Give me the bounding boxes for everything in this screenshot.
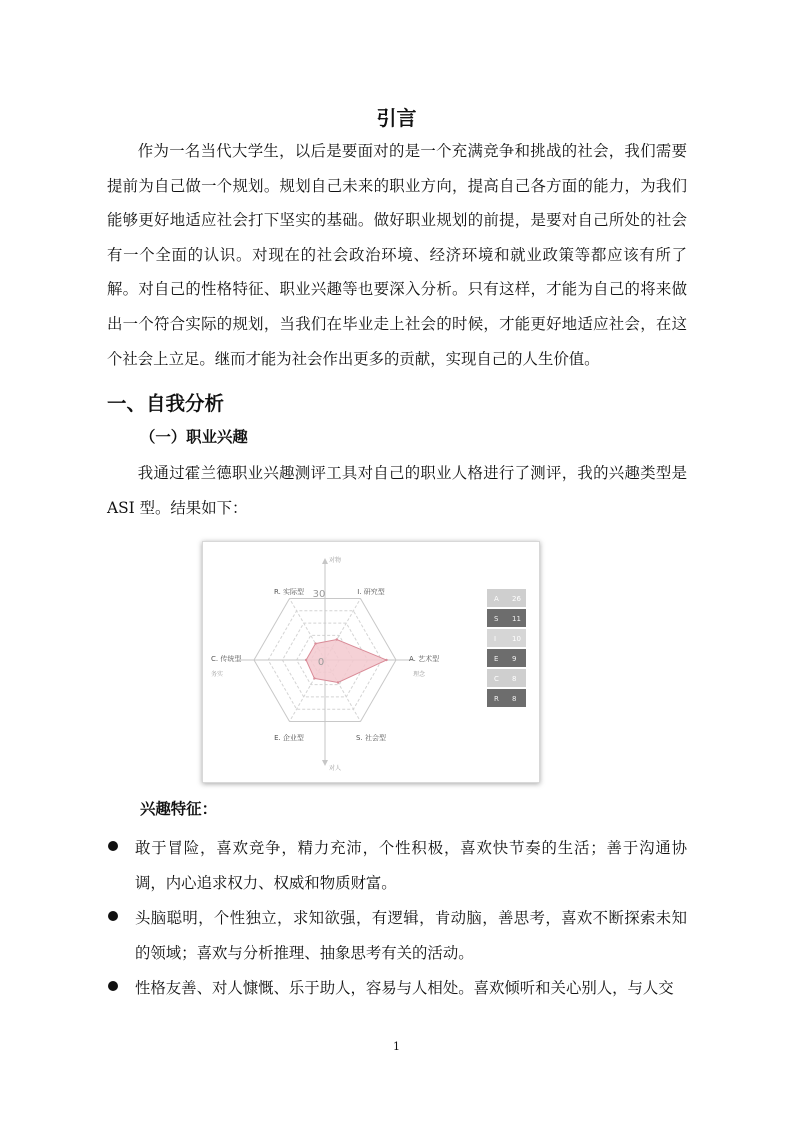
page-title: 引言 xyxy=(376,106,417,130)
list-item xyxy=(107,971,687,1006)
legend-code: S xyxy=(494,615,499,623)
legend-code: E xyxy=(494,655,499,663)
legend-box-C xyxy=(487,669,526,687)
bullet-icon xyxy=(108,841,118,851)
legend-box-E xyxy=(487,649,526,667)
category-label: I. 研究型 xyxy=(357,588,385,596)
category-label: E. 企业型 xyxy=(274,734,304,742)
list-item-text: 性格友善、对人慷慨、乐于助人，容易与人相处。喜欢倾听和关心别人，与人交 xyxy=(135,979,674,998)
list-item-text: 头脑聪明，个性独立，求知欲强，有逻辑，肯动脑，善思考，喜欢不断探索未知的领域；喜欢与分析推理、抽象思考有关的活动。 xyxy=(135,909,687,962)
legend-box-R xyxy=(487,689,526,707)
axis-label-left: 务实 xyxy=(211,671,224,678)
features-heading: 兴趣特征： xyxy=(140,800,217,818)
legend-value: 26 xyxy=(512,595,521,603)
legend-code: C xyxy=(494,675,499,683)
category-label: C. 传统型 xyxy=(211,655,242,663)
legend-code: A xyxy=(494,595,499,603)
list-item xyxy=(107,901,687,970)
intro-text: 作为一名当代大学生，以后是要面对的是一个充满竞争和挑战的社会，我们需要提前为自己做一个规划。规划自己未来的职业方向，提高自己各方面的能力，为我们能够更好地适应社会打下坚实的基础。做好职业规划的前提，是要对自己所处的社会有一个全面的认识。对现在的社会政治环境、经济环境和就业政策等都应该有所了解。对自己的性格特征、职业兴趣等也要深入分析。只有这样，才能为自己的将来做出一个符合实际的规划，当我们在毕业走上社会的时候，才能更好地适应社会，在这个社会上立足。继而才能为社会作出更多的贡献，实现自己的人生价值。 xyxy=(107,142,687,368)
legend-value: 8 xyxy=(512,675,517,683)
tick-label-min: 0 xyxy=(317,657,325,668)
features-list xyxy=(107,831,687,1007)
axis-label-right: 理念 xyxy=(413,671,426,678)
legend-value: 10 xyxy=(512,635,521,643)
legend-value: 9 xyxy=(512,655,517,663)
list-item xyxy=(107,831,687,900)
legend-value: 8 xyxy=(512,695,517,703)
category-label: A. 艺术型 xyxy=(409,655,440,663)
legend-code: I xyxy=(494,635,497,643)
category-label: S. 社会型 xyxy=(356,734,386,742)
axis-arrow-up xyxy=(322,558,328,564)
holland-radar-chart xyxy=(202,541,540,783)
list-item-text: 敢于冒险，喜欢竞争，精力充沛，个性积极，喜欢快节奏的生活；善于沟通协调，内心追求权力、权威和物质财富。 xyxy=(135,839,687,892)
category-label: R. 实际型 xyxy=(273,588,305,596)
data-point-S xyxy=(337,681,339,683)
axis-label-bottom: 对人 xyxy=(329,765,342,772)
axis-arrow-down xyxy=(322,760,328,766)
subsection-heading: （一）职业兴趣 xyxy=(140,428,248,446)
data-point-R xyxy=(314,642,316,644)
legend-value: 11 xyxy=(512,615,521,623)
legend-code: R xyxy=(494,695,499,703)
axis-label-top: 对物 xyxy=(329,557,342,564)
page-number: 1 xyxy=(393,1040,400,1053)
data-point-C xyxy=(305,659,307,661)
data-point-E xyxy=(313,677,315,679)
bullet-icon xyxy=(108,981,118,991)
data-point-I xyxy=(336,638,338,640)
tick-label-max: 30 xyxy=(312,589,326,600)
section-heading: 一、自我分析 xyxy=(107,392,225,415)
radar-svg xyxy=(203,542,539,782)
assessment-paragraph xyxy=(107,456,687,525)
data-point-A xyxy=(385,659,387,661)
bullet-icon xyxy=(108,911,118,921)
assessment-text: 我通过霍兰德职业兴趣测评工具对自己的职业人格进行了测评，我的兴趣类型是 ASI 型。结果如下： xyxy=(107,464,687,517)
intro-paragraph xyxy=(107,134,687,376)
